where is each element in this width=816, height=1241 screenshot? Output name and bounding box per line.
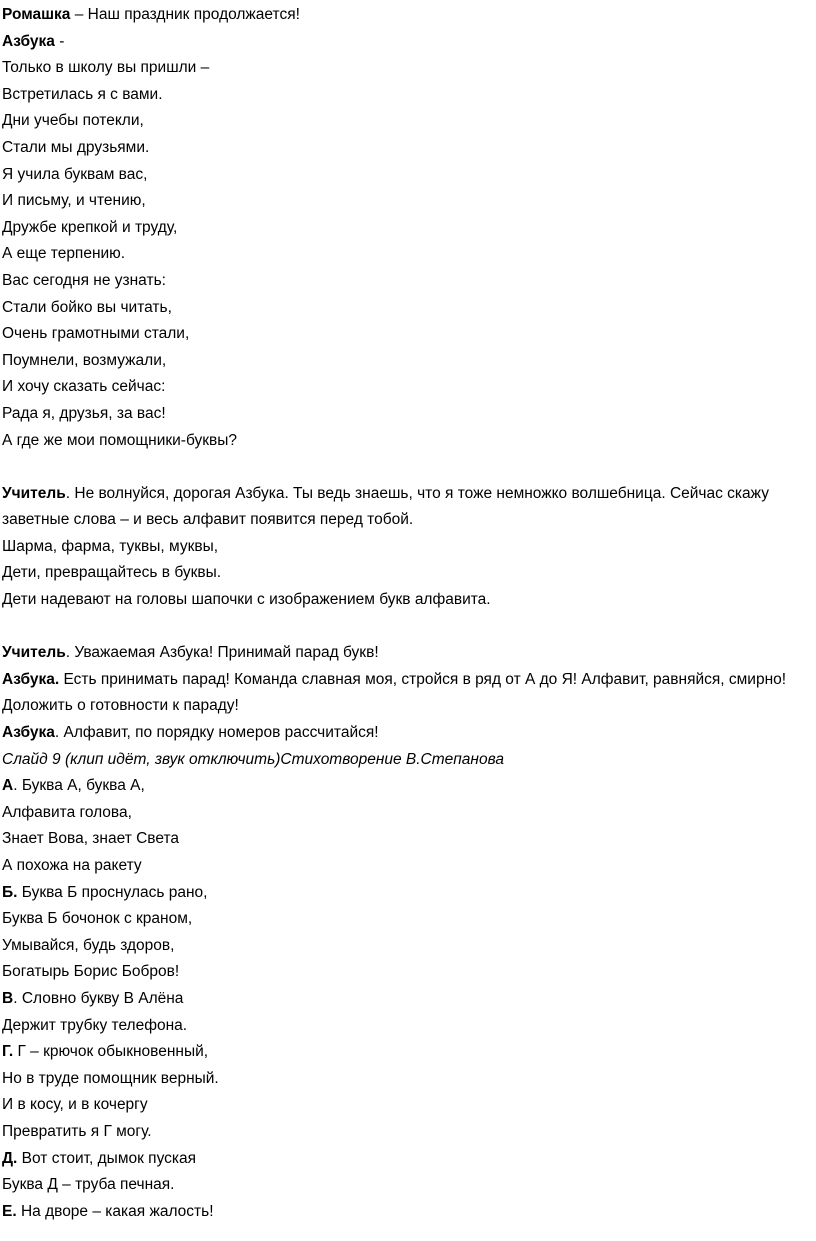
blank-line: [2, 454, 814, 481]
letter-label: Б.: [2, 883, 18, 901]
speaker-name: Азбука.: [2, 670, 60, 688]
paragraph-text: Есть принимать парад! Команда славная моя, стройся в ряд от А до Я! Алфавит, равняйся, смирно! Доложить о готовности к параду!: [2, 670, 787, 715]
verse-line: Встретилась я с вами.: [2, 85, 163, 103]
verse-line: И хочу сказать сейчас:: [2, 378, 166, 396]
line-text: . Словно букву В Алёна: [13, 989, 184, 1007]
slide-note: Слайд 9 (клип идёт, звук отключить)Стихотворение В.Степанова: [2, 750, 504, 768]
paragraph-text: . Не волнуйся, дорогая Азбука. Ты ведь знаешь, что я тоже немножко волшебница. Сейчас скажу заветные слова – и весь алфавит появится перед тобой.: [2, 484, 769, 529]
speaker-name: Учитель: [2, 644, 66, 662]
speaker-name: Азбука: [2, 724, 55, 742]
verse-line: Но в труде помощник верный.: [2, 1069, 219, 1087]
line-text: -: [54, 32, 65, 50]
verse-line: А где же мои помощники-буквы?: [2, 431, 238, 449]
letter-label: Д.: [2, 1149, 18, 1167]
verse-line: Только в школу вы пришли –: [2, 59, 210, 77]
letter-line: [2, 986, 814, 1013]
verse-line: Держит трубку телефона.: [2, 1016, 188, 1034]
spell-line: Дети, превращайтесь в буквы.: [2, 564, 222, 582]
line-text: . Уважаемая Азбука! Принимай парад букв!: [65, 644, 379, 662]
letter-line: [2, 1039, 814, 1066]
verse-line: Поумнели, возмужали,: [2, 351, 167, 369]
letter-label: В: [2, 989, 14, 1007]
verse-line: Стали бойко вы читать,: [2, 298, 172, 316]
verse-line: Буква Д – труба печная.: [2, 1176, 175, 1194]
verse-line: И в косу, и в кочергу: [2, 1096, 148, 1114]
azbuka-paragraph: [2, 667, 814, 720]
line-text: – Наш праздник продолжается!: [70, 6, 300, 23]
verse-line: Дни учебы потекли,: [2, 112, 144, 130]
letter-label: А: [2, 777, 14, 795]
speaker-name: Азбука: [2, 32, 55, 50]
dialogue-line: [2, 2, 814, 29]
verse-line: Превратить я Г могу.: [2, 1122, 152, 1140]
line-text: Буква Б проснулась рано,: [17, 883, 208, 901]
verse-line: Умывайся, будь здоров,: [2, 936, 175, 954]
dialogue-line: [2, 29, 814, 56]
teacher-paragraph: [2, 481, 814, 534]
speaker-name: Учитель: [2, 484, 66, 502]
stage-direction: Дети надевают на головы шапочки с изображением букв алфавита.: [2, 591, 491, 609]
letter-line: [2, 880, 814, 907]
verse-line: Буква Б бочонок с краном,: [2, 910, 193, 928]
letter-line: [2, 1146, 814, 1173]
speaker-name: Ромашка: [2, 6, 71, 23]
blank-line: [2, 614, 814, 641]
verse-line: Вас сегодня не узнать:: [2, 271, 166, 289]
verse-line: Знает Вова, знает Света: [2, 830, 180, 848]
spell-line: Шарма, фарма, туквы, муквы,: [2, 537, 219, 555]
line-text: . Алфавит, по порядку номеров рассчитайся!: [54, 724, 379, 742]
letter-line: [2, 1199, 814, 1226]
letter-label: Е.: [2, 1202, 17, 1220]
line-text: Г – крючок обыкновенный,: [13, 1043, 209, 1061]
verse-line: Рада я, друзья, за вас!: [2, 404, 166, 422]
verse-line: И письму, и чтению,: [2, 192, 146, 210]
dialogue-line: [2, 720, 814, 747]
letter-line: [2, 773, 814, 800]
line-text: На дворе – какая жалость!: [16, 1202, 214, 1220]
line-text: Вот стоит, дымок пуская: [17, 1149, 197, 1167]
verse-line: Очень грамотными стали,: [2, 325, 190, 343]
letter-label: Г.: [2, 1043, 14, 1061]
verse-line: Дружбе крепкой и труду,: [2, 218, 178, 236]
dialogue-line: [2, 640, 814, 667]
verse-line: Богатырь Борис Бобров!: [2, 963, 180, 981]
line-text: . Буква А, буква А,: [13, 777, 145, 795]
verse-line: А похожа на ракету: [2, 857, 142, 874]
verse-line: А еще терпению.: [2, 245, 126, 263]
verse-line: Стали мы друзьями.: [2, 138, 150, 156]
verse-line: Я учила буквам вас,: [2, 165, 148, 183]
verse-line: Алфавита голова,: [2, 803, 132, 821]
